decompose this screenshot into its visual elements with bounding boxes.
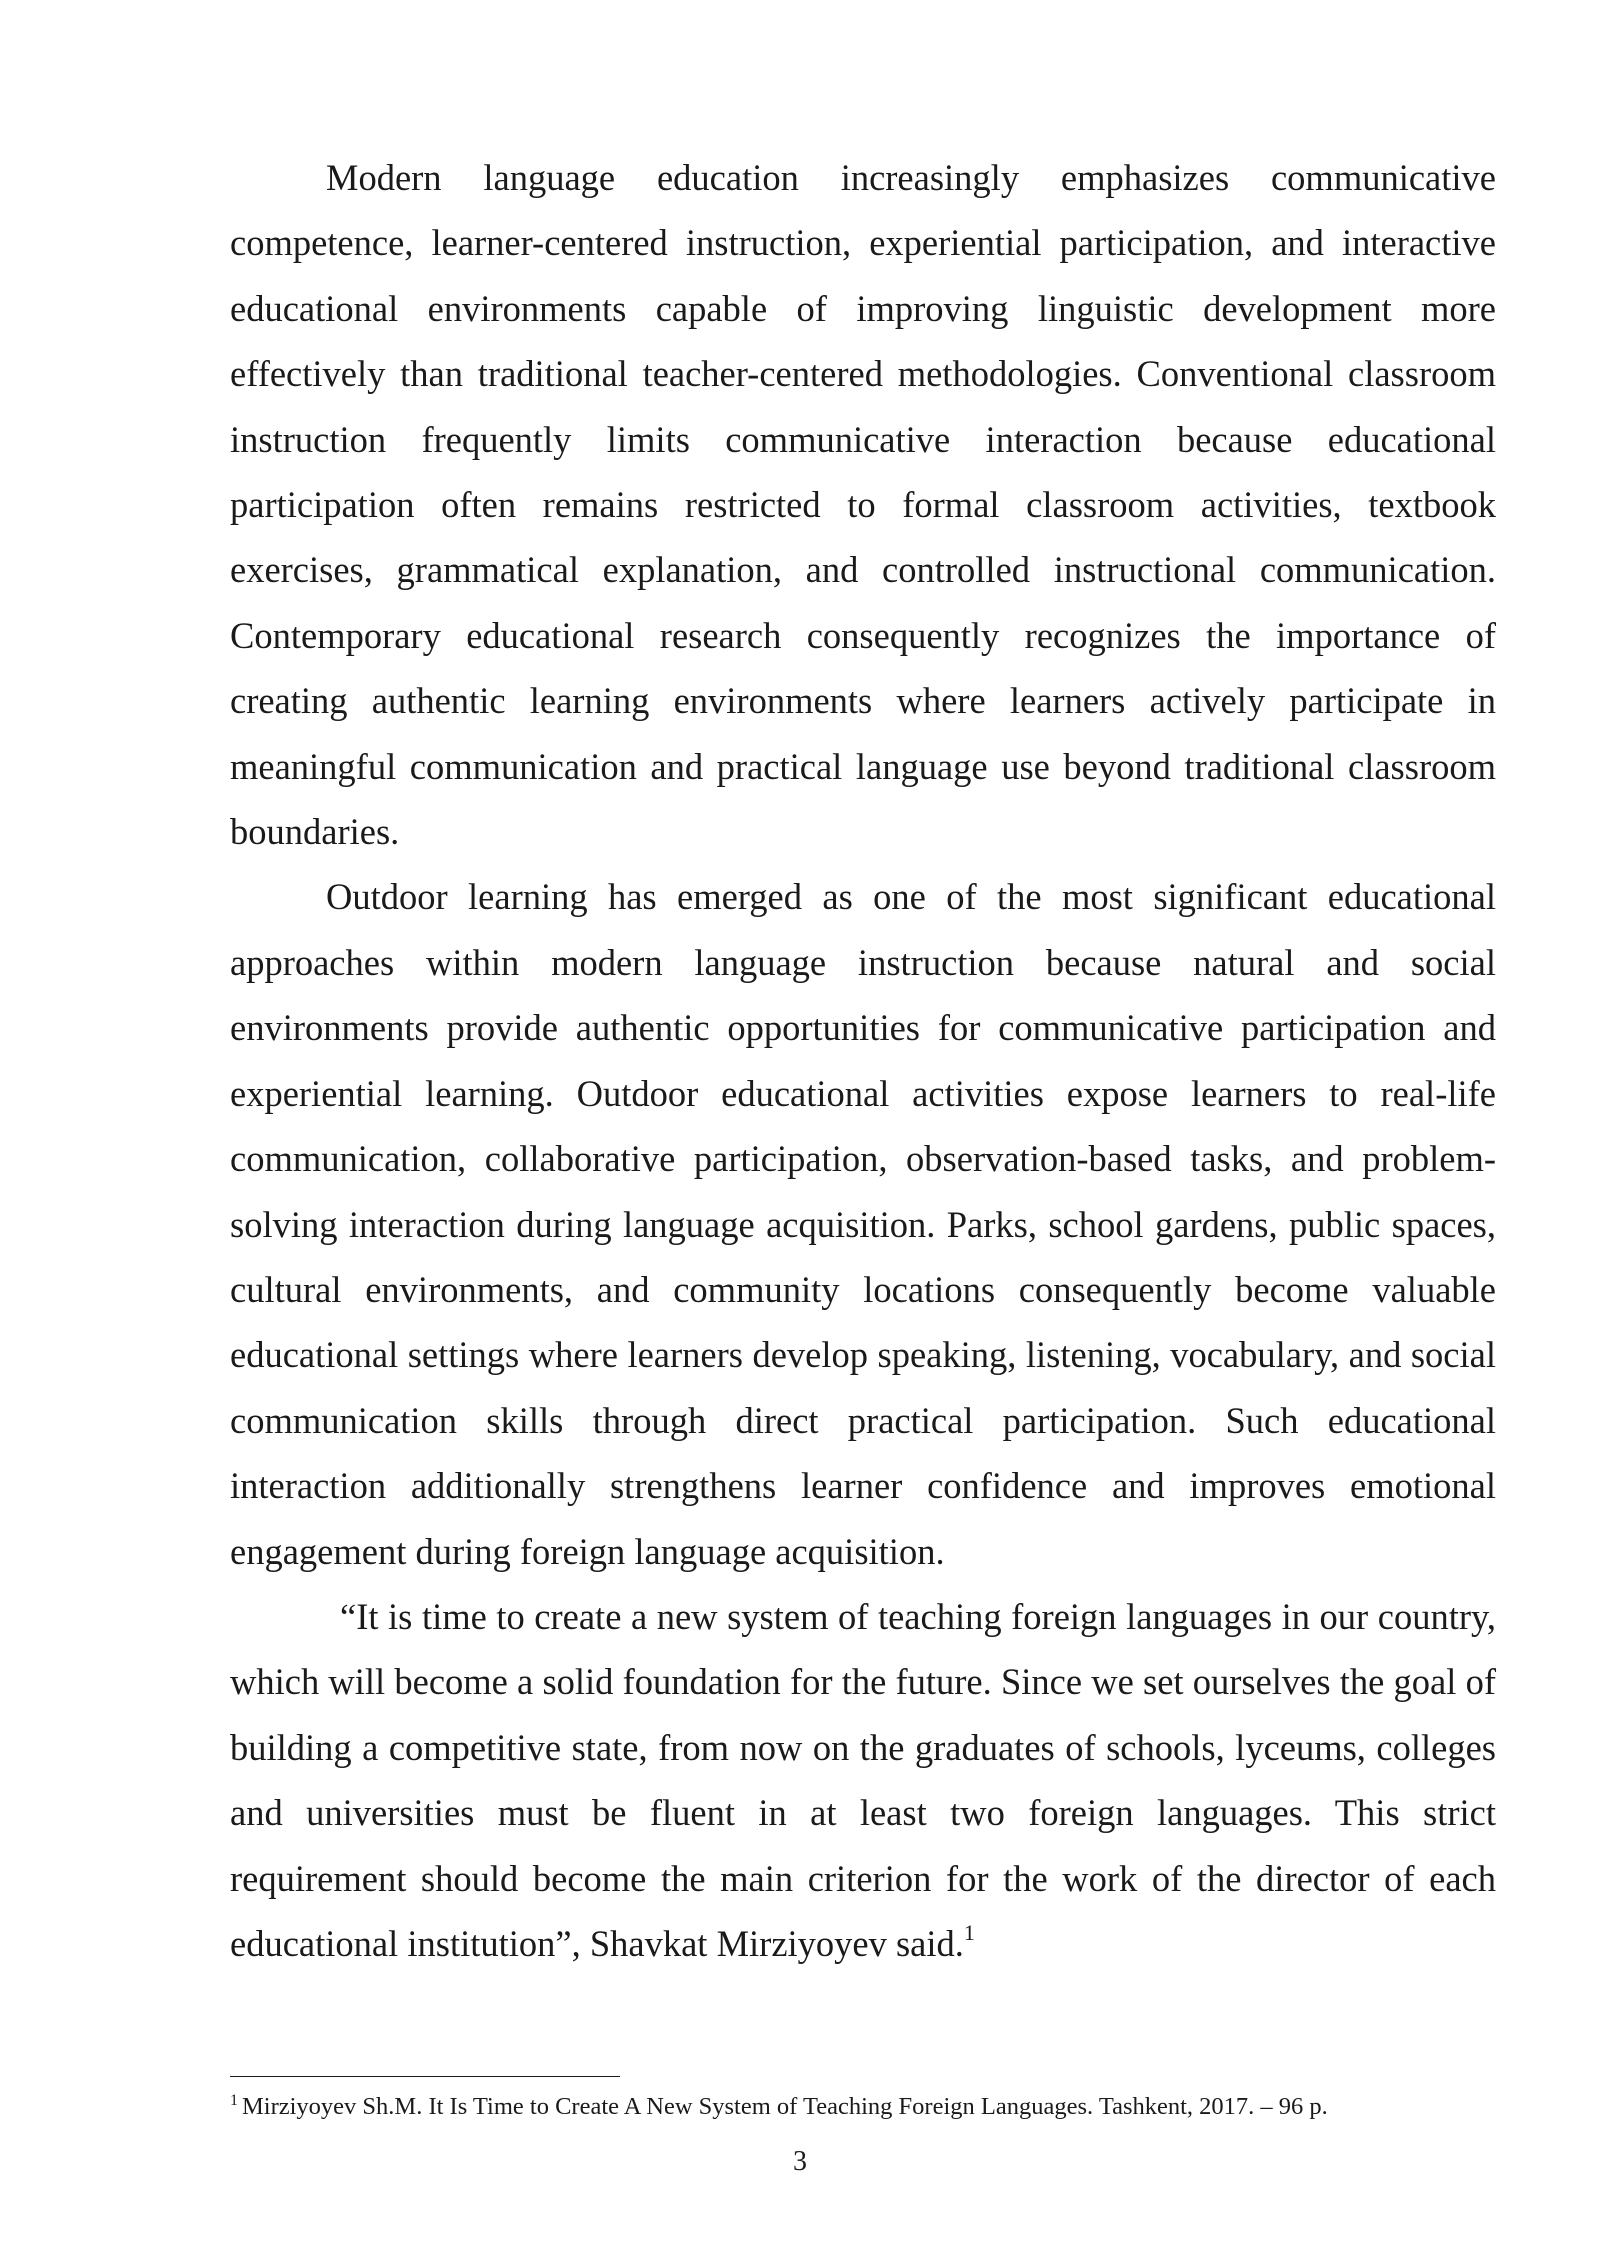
- footnote-marker: 1: [230, 2092, 238, 2109]
- page-number: 3: [793, 2146, 807, 2177]
- footnote: [230, 2090, 1496, 2124]
- quote-paragraph: [230, 1584, 1496, 1976]
- paragraph-modern-language-education: Modern language education increasingly emphasizes communicative competence, learner-centered instruction, experiential participation, and interactive educational environments capable of improving linguistic development more effectively than traditional teacher-centered methodologies. Conventional classroom instruction frequently limits communicative interaction because educational participation often remains restricted to formal classroom activities, textbook exercises, grammatical explanation, and controlled instructional communication. Contemporary educational research consequently recognizes the importance of creating authentic learning environments where learners actively participate in meaningful communication and practical language use beyond traditional classroom boundaries.: [230, 157, 1496, 853]
- paragraph-outdoor-learning: Outdoor learning has emerged as one of the most significant educational approaches within modern language instruction because natural and social environments provide authentic opportunities for communicative participation and experiential learning. Outdoor educational activities expose learners to real-life communication, collaborative participation, observation-based tasks, and problem-solving interaction during language acquisition. Parks, school gardens, public spaces, cultural environments, and community locations consequently become valuable educational settings where learners develop speaking, listening, vocabulary, and social communication skills through direct practical participation. Such educational interaction additionally strengthens learner confidence and improves emotional engagement during foreign language acquisition.: [230, 876, 1496, 1572]
- footnote-separator: [230, 2076, 620, 2077]
- quote-text: “It is time to create a new system of teaching foreign languages in our country, which will become a solid foundation for the future. Since we set ourselves the goal of building a competitive state, from now on the graduates of schools, lyceums, colleges and universities must be fluent in at least two foreign languages. This strict requirement should become the main criterion for the work of the director of each educational institution”, Shavkat Mirziyoyev said.: [230, 1595, 1496, 1964]
- footnote-text: Mirziyoyev Sh.M. It Is Time to Create A New System of Teaching Foreign Languages. Tashkent, 2017. – 96 p.: [242, 2093, 1328, 2120]
- body-text: [230, 145, 1496, 1976]
- footnote-reference[interactable]: 1: [963, 1919, 975, 1945]
